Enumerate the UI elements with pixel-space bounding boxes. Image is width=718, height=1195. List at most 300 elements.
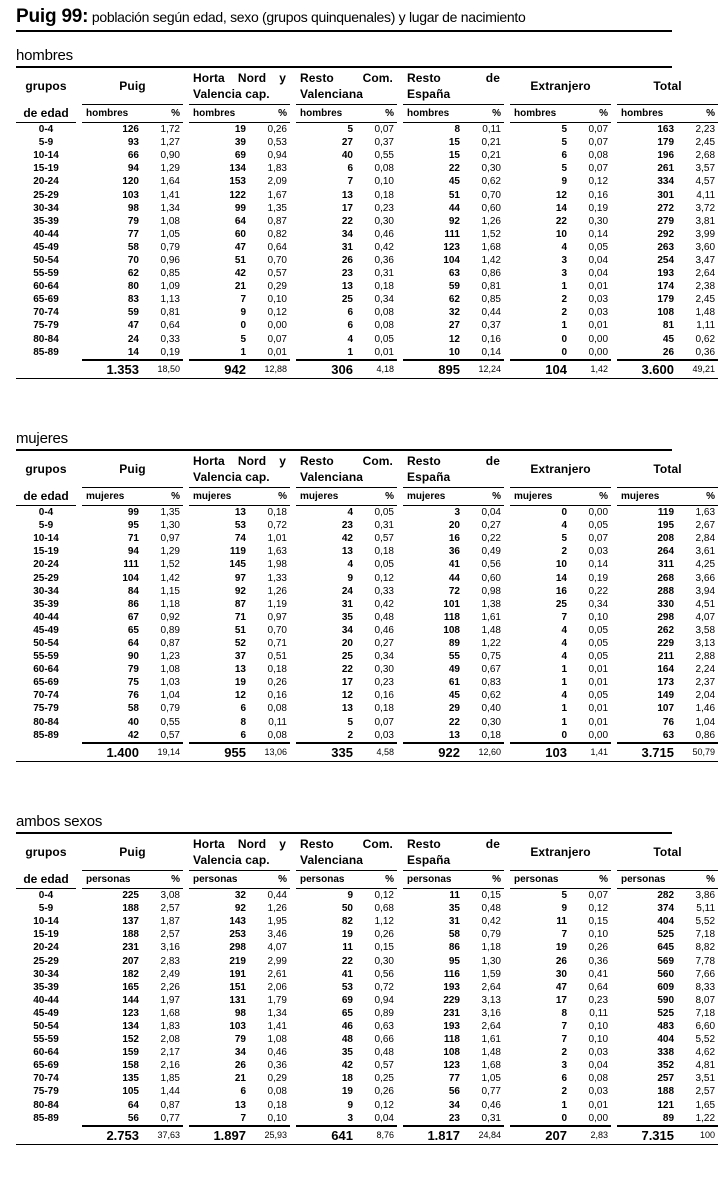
- percent-cell: 1,85: [160, 1073, 180, 1085]
- count-cell: 45: [662, 333, 675, 345]
- percent-cell: 2,08: [160, 1034, 180, 1046]
- percent-cell: 0,01: [588, 281, 609, 293]
- total-percent-cell: 1,42: [576, 360, 611, 379]
- count-cell: 152: [122, 1034, 139, 1046]
- header-word: Nord: [237, 837, 267, 851]
- age-header: grupos: [25, 79, 67, 93]
- count-cell: 53: [234, 520, 246, 532]
- percent-cell: 3,47: [695, 254, 716, 266]
- count-cell: 10: [403, 346, 469, 360]
- count-cell: 188: [657, 1086, 675, 1098]
- count-cell: 62: [127, 268, 139, 280]
- percent-cell: 0,03: [588, 294, 609, 306]
- age-group-cell: 80-84: [33, 716, 59, 728]
- table-row: [16, 1007, 718, 1020]
- header-word: de: [485, 454, 500, 468]
- count-cell: 23: [403, 1112, 469, 1126]
- count-cell: 47: [234, 241, 246, 253]
- total-count-cell: 942: [189, 360, 255, 379]
- percent-cell: 0,34: [374, 651, 394, 663]
- count-cell: 4: [347, 559, 353, 571]
- percent-cell: 3,86: [695, 890, 716, 902]
- total-percent-cell: 19,14: [148, 743, 183, 762]
- population-table: [16, 451, 718, 762]
- percent-cell: 0,05: [588, 651, 609, 663]
- age-group-cell: 10-14: [33, 916, 59, 928]
- column-group-header: [189, 451, 290, 487]
- percent-cell: 0,40: [481, 703, 501, 715]
- count-cell: 483: [657, 1020, 675, 1032]
- table-row: [16, 254, 718, 267]
- count-cell: 6: [240, 1086, 246, 1098]
- count-cell: 9: [561, 903, 567, 915]
- count-cell: 352: [657, 1060, 675, 1072]
- count-cell: 159: [122, 1047, 139, 1059]
- count-cell: 8: [240, 716, 246, 728]
- count-cell: 59: [448, 281, 460, 293]
- table-row: [16, 889, 718, 902]
- percent-cell: 0,00: [588, 333, 609, 345]
- percent-cell: 0,37: [481, 320, 501, 332]
- percent-cell: 1,98: [267, 559, 287, 571]
- percent-cell: 0,79: [160, 703, 180, 715]
- percent-cell: 3,58: [695, 624, 716, 636]
- column-group-header: Extranjero: [530, 462, 591, 476]
- percent-cell: 3,08: [160, 890, 180, 902]
- count-cell: 22: [341, 664, 353, 676]
- count-cell: 6: [347, 307, 353, 319]
- count-cell: 17: [341, 677, 353, 689]
- percent-cell: 2,83: [160, 955, 180, 967]
- percent-cell: 0,46: [267, 1047, 287, 1059]
- count-cell: 17: [555, 994, 567, 1006]
- count-cell: 51: [234, 254, 246, 266]
- count-cell: 151: [229, 981, 246, 993]
- percent-cell: 1,46: [695, 703, 716, 715]
- table-row: [16, 637, 718, 650]
- count-cell: 207: [122, 955, 139, 967]
- count-cell: 51: [448, 189, 460, 201]
- total-count-cell: 1.817: [403, 1126, 469, 1145]
- count-cell: 645: [657, 942, 675, 954]
- percent-cell: 0,18: [267, 507, 287, 519]
- percent-header: %: [469, 104, 504, 123]
- age-group-cell: 70-74: [33, 1073, 59, 1085]
- count-cell: 14: [82, 346, 148, 360]
- percent-cell: 0,01: [588, 716, 609, 728]
- percent-cell: 0,04: [588, 1060, 609, 1072]
- count-cell: 525: [657, 929, 675, 941]
- count-cell: 40: [341, 150, 353, 162]
- percent-cell: 4,81: [695, 1060, 716, 1072]
- percent-cell: 3,57: [695, 163, 716, 175]
- count-cell: 9: [347, 890, 353, 902]
- percent-cell: 0,63: [374, 1020, 394, 1032]
- total-count-cell: 2.753: [82, 1126, 148, 1145]
- percent-cell: 0,01: [588, 320, 609, 332]
- count-cell: 81: [662, 320, 675, 332]
- count-cell: 24: [341, 585, 353, 597]
- age-group-cell: 25-29: [33, 189, 59, 201]
- count-cell: 71: [234, 611, 246, 623]
- column-group-header: Puig: [119, 845, 146, 859]
- percent-cell: 0,03: [588, 307, 609, 319]
- percent-cell: 0,12: [588, 176, 609, 188]
- percent-cell: 0,18: [374, 703, 394, 715]
- total-count-cell: 1.400: [82, 743, 148, 762]
- percent-cell: 2,64: [695, 268, 716, 280]
- percent-cell: 0,10: [267, 294, 287, 306]
- percent-cell: 0,97: [267, 611, 287, 623]
- percent-cell: 7,18: [695, 1007, 716, 1019]
- header-word: Com.: [362, 837, 393, 851]
- age-group-cell: 55-59: [33, 268, 59, 280]
- column-group-header: Total: [653, 462, 682, 476]
- count-cell: 12: [341, 690, 353, 702]
- count-cell: 229: [443, 994, 460, 1006]
- count-cell: 47: [127, 320, 139, 332]
- table-row: [16, 1046, 718, 1059]
- percent-header: %: [255, 870, 290, 889]
- percent-cell: 0,57: [374, 533, 394, 545]
- percent-cell: 2,23: [695, 124, 716, 136]
- count-cell: 182: [122, 968, 139, 980]
- count-cell: 44: [448, 572, 460, 584]
- percent-cell: 0,12: [374, 890, 394, 902]
- percent-header: %: [683, 104, 718, 123]
- percent-cell: 1,83: [267, 163, 287, 175]
- count-cell: 61: [448, 677, 460, 689]
- age-group-cell: 25-29: [33, 955, 59, 967]
- percent-cell: 2,49: [160, 968, 180, 980]
- percent-cell: 1,61: [481, 611, 501, 623]
- age-group-cell: 75-79: [33, 320, 59, 332]
- count-cell: 97: [234, 572, 246, 584]
- percent-cell: 1,29: [160, 546, 180, 558]
- percent-cell: 1,52: [160, 559, 180, 571]
- count-cell: 0: [510, 1112, 576, 1126]
- total-count-cell: 104: [510, 360, 576, 379]
- count-cell: 25: [555, 598, 567, 610]
- count-cell: 69: [234, 150, 246, 162]
- percent-cell: 0,15: [588, 916, 609, 928]
- section-title: ambos sexos: [16, 812, 672, 834]
- count-cell: 26: [234, 1060, 246, 1072]
- count-cell: 253: [229, 929, 246, 941]
- percent-cell: 1,87: [160, 916, 180, 928]
- percent-cell: 0,30: [481, 716, 501, 728]
- count-cell: 25: [341, 294, 353, 306]
- count-cell: 59: [127, 307, 139, 319]
- percent-cell: 0,11: [589, 1007, 609, 1019]
- percent-cell: 0,01: [588, 1099, 609, 1111]
- count-cell: 126: [122, 124, 139, 136]
- count-cell: 123: [443, 1060, 460, 1072]
- table-row: [16, 941, 718, 954]
- percent-cell: 0,57: [267, 268, 287, 280]
- percent-cell: 0,42: [481, 916, 501, 928]
- unit-header: personas: [189, 870, 255, 889]
- percent-cell: 1,04: [160, 690, 180, 702]
- count-cell: 34: [341, 624, 353, 636]
- percent-cell: 0,86: [481, 268, 501, 280]
- total-percent-cell: 12,88: [255, 360, 290, 379]
- count-cell: 225: [122, 890, 139, 902]
- age-group-cell: 85-89: [33, 730, 59, 742]
- percent-cell: 0,03: [588, 546, 609, 558]
- total-percent-cell: 49,21: [683, 360, 718, 379]
- percent-cell: 0,04: [362, 1112, 397, 1126]
- age-group-cell: 40-44: [33, 228, 59, 240]
- count-cell: 131: [229, 994, 246, 1006]
- count-cell: 83: [127, 294, 139, 306]
- count-cell: 5: [561, 533, 567, 545]
- table-row: [16, 716, 718, 729]
- unit-header: mujeres: [617, 487, 683, 506]
- percent-cell: 1,35: [267, 202, 287, 214]
- count-cell: 8: [561, 1007, 567, 1019]
- percent-cell: 2,04: [695, 690, 716, 702]
- percent-cell: 0,10: [588, 929, 609, 941]
- percent-cell: 0,77: [481, 1086, 501, 1098]
- percent-cell: 2,61: [267, 968, 287, 980]
- percent-cell: 1,42: [160, 572, 180, 584]
- count-cell: 263: [657, 241, 675, 253]
- percent-cell: 0,15: [481, 890, 501, 902]
- age-group-cell: 5-9: [38, 137, 54, 149]
- total-count-cell: 1.353: [82, 360, 148, 379]
- percent-cell: 1,30: [481, 955, 501, 967]
- percent-cell: 0,34: [588, 598, 609, 610]
- count-cell: 120: [122, 176, 139, 188]
- percent-cell: 1,04: [695, 716, 716, 728]
- percent-cell: 0,03: [588, 1086, 609, 1098]
- percent-header: %: [469, 870, 504, 889]
- count-cell: 2: [561, 1086, 567, 1098]
- header-word: Resto: [407, 837, 441, 851]
- section-hombres: [16, 46, 716, 379]
- percent-cell: 1,68: [481, 1060, 501, 1072]
- count-cell: 163: [657, 124, 675, 136]
- count-cell: 19: [341, 1086, 353, 1098]
- count-cell: 5: [240, 333, 246, 345]
- column-group-header-line2: Valencia cap.: [193, 853, 270, 867]
- percent-cell: 0,01: [588, 703, 609, 715]
- age-group-cell: 25-29: [33, 572, 59, 584]
- totals-row: [16, 743, 718, 762]
- age-group-cell: 85-89: [33, 1113, 59, 1125]
- percent-cell: 2,37: [695, 677, 716, 689]
- count-cell: 20: [341, 637, 353, 649]
- count-cell: 41: [341, 968, 353, 980]
- count-cell: 77: [127, 228, 139, 240]
- unit-header: hombres: [296, 104, 362, 123]
- total-count-cell: 922: [403, 743, 469, 762]
- header-word: Resto: [300, 454, 334, 468]
- column-group-header-line1: [407, 453, 504, 469]
- percent-cell: 0,55: [374, 150, 394, 162]
- count-cell: 13: [341, 281, 353, 293]
- count-cell: 35: [448, 903, 460, 915]
- percent-cell: 0,37: [374, 137, 394, 149]
- percent-cell: 1,09: [160, 281, 180, 293]
- percent-cell: 1,97: [160, 994, 180, 1006]
- column-group-header-line1: [193, 70, 290, 86]
- table-row: [16, 306, 718, 319]
- percent-cell: 5,52: [695, 1034, 716, 1046]
- table-row: [16, 532, 718, 545]
- count-cell: 13: [341, 189, 353, 201]
- age-group-cell: 0-4: [38, 507, 54, 519]
- count-cell: 219: [229, 955, 246, 967]
- column-group-header: Puig: [119, 462, 146, 476]
- count-cell: 9: [561, 176, 567, 188]
- totals-label: [16, 1126, 76, 1145]
- count-cell: 60: [234, 228, 246, 240]
- percent-cell: 3,61: [695, 546, 716, 558]
- percent-cell: 0,79: [160, 241, 180, 253]
- percent-cell: 0,30: [374, 215, 394, 227]
- column-group-header-line2: España: [407, 470, 451, 484]
- count-cell: 164: [657, 664, 675, 676]
- percent-cell: 0,44: [481, 307, 501, 319]
- percent-cell: 1,05: [160, 228, 180, 240]
- age-group-cell: 55-59: [33, 1034, 59, 1046]
- percent-header: %: [469, 487, 504, 506]
- age-group-cell: 30-34: [33, 202, 59, 214]
- count-cell: 4: [561, 241, 567, 253]
- percent-cell: 1,38: [481, 598, 501, 610]
- table-row: [16, 954, 718, 967]
- page-title: [16, 6, 672, 32]
- age-group-cell: 70-74: [33, 690, 59, 702]
- percent-cell: 2,24: [695, 664, 716, 676]
- count-cell: 89: [448, 637, 460, 649]
- percent-cell: 0,81: [160, 307, 180, 319]
- column-group-header: Extranjero: [530, 79, 591, 93]
- column-group-header-line1: [300, 70, 397, 86]
- age-group-cell: 70-74: [33, 307, 59, 319]
- column-group-header: Total: [653, 845, 682, 859]
- header-row-units: [16, 104, 718, 123]
- total-percent-cell: 25,93: [255, 1126, 290, 1145]
- count-cell: 56: [448, 1086, 460, 1098]
- age-group-cell: 5-9: [38, 903, 54, 915]
- percent-cell: 0,14: [588, 228, 609, 240]
- count-cell: 4: [561, 637, 567, 649]
- count-cell: 92: [234, 585, 246, 597]
- percent-cell: 4,07: [267, 942, 287, 954]
- count-cell: 288: [657, 585, 675, 597]
- percent-cell: 0,30: [374, 664, 394, 676]
- count-cell: 93: [127, 137, 139, 149]
- age-group-cell: 35-39: [33, 598, 59, 610]
- percent-cell: 2,26: [160, 981, 180, 993]
- count-cell: 134: [122, 1020, 139, 1032]
- count-cell: 5: [561, 890, 567, 902]
- age-group-cell: 75-79: [33, 703, 59, 715]
- count-cell: 404: [657, 916, 675, 928]
- percent-cell: 0,00: [267, 320, 287, 332]
- count-cell: 24: [127, 333, 139, 345]
- count-cell: 22: [341, 955, 353, 967]
- percent-cell: 0,87: [160, 637, 180, 649]
- percent-cell: 0,79: [481, 929, 501, 941]
- percent-cell: 8,82: [695, 942, 716, 954]
- percent-cell: 0,87: [160, 1099, 180, 1111]
- percent-cell: 0,36: [374, 254, 394, 266]
- count-cell: 29: [448, 703, 460, 715]
- section-ambos-sexos: [16, 812, 716, 1145]
- count-cell: 3: [296, 1112, 362, 1126]
- count-cell: 99: [127, 507, 139, 519]
- percent-cell: 0,48: [374, 1047, 394, 1059]
- age-group-cell: 0-4: [38, 124, 54, 136]
- percent-cell: 0,18: [267, 1099, 287, 1111]
- count-cell: 44: [448, 202, 460, 214]
- total-percent-cell: 18,50: [148, 360, 183, 379]
- count-cell: 2: [561, 1047, 567, 1059]
- count-cell: 13: [234, 664, 246, 676]
- percent-header: %: [148, 870, 183, 889]
- percent-cell: 0,08: [267, 1086, 287, 1098]
- count-cell: 42: [341, 1060, 353, 1072]
- age-header: grupos: [25, 845, 67, 859]
- total-percent-cell: 50,79: [683, 743, 718, 762]
- count-cell: 39: [234, 137, 246, 149]
- age-group-cell: 5-9: [38, 520, 54, 532]
- age-group-cell: 15-19: [33, 546, 59, 558]
- count-cell: 5: [561, 137, 567, 149]
- count-cell: 108: [657, 307, 675, 319]
- percent-cell: 0,16: [481, 333, 501, 345]
- column-group-header: Puig: [119, 79, 146, 93]
- count-cell: 119: [229, 546, 246, 558]
- percent-cell: 2,09: [267, 176, 287, 188]
- percent-cell: 0,29: [267, 281, 287, 293]
- unit-header: personas: [403, 870, 469, 889]
- percent-cell: 4,11: [696, 189, 716, 201]
- count-cell: 123: [122, 1007, 139, 1019]
- total-count-cell: 7.315: [617, 1126, 683, 1145]
- percent-header: %: [255, 487, 290, 506]
- percent-cell: 0,08: [588, 1073, 609, 1085]
- percent-cell: 0,86: [683, 729, 718, 743]
- count-cell: 144: [122, 994, 139, 1006]
- table-row: [16, 136, 718, 149]
- percent-cell: 1,67: [267, 189, 287, 201]
- percent-cell: 0,87: [267, 215, 287, 227]
- count-cell: 22: [448, 716, 460, 728]
- percent-cell: 3,99: [695, 228, 716, 240]
- percent-cell: 0,05: [374, 559, 394, 571]
- percent-cell: 0,57: [374, 1060, 394, 1072]
- count-cell: 193: [657, 268, 675, 280]
- count-cell: 1: [561, 1099, 567, 1111]
- percent-cell: 0,12: [374, 1099, 394, 1111]
- total-percent-cell: 4,58: [362, 743, 397, 762]
- count-cell: 105: [122, 1086, 139, 1098]
- percent-cell: 3,13: [481, 994, 501, 1006]
- count-cell: 86: [448, 942, 460, 954]
- count-cell: 569: [657, 955, 675, 967]
- percent-cell: 0,72: [374, 981, 394, 993]
- count-cell: 19: [555, 942, 567, 954]
- total-count-cell: 3.600: [617, 360, 683, 379]
- count-cell: 58: [127, 703, 139, 715]
- percent-cell: 3,46: [267, 929, 287, 941]
- percent-cell: 1,19: [267, 598, 287, 610]
